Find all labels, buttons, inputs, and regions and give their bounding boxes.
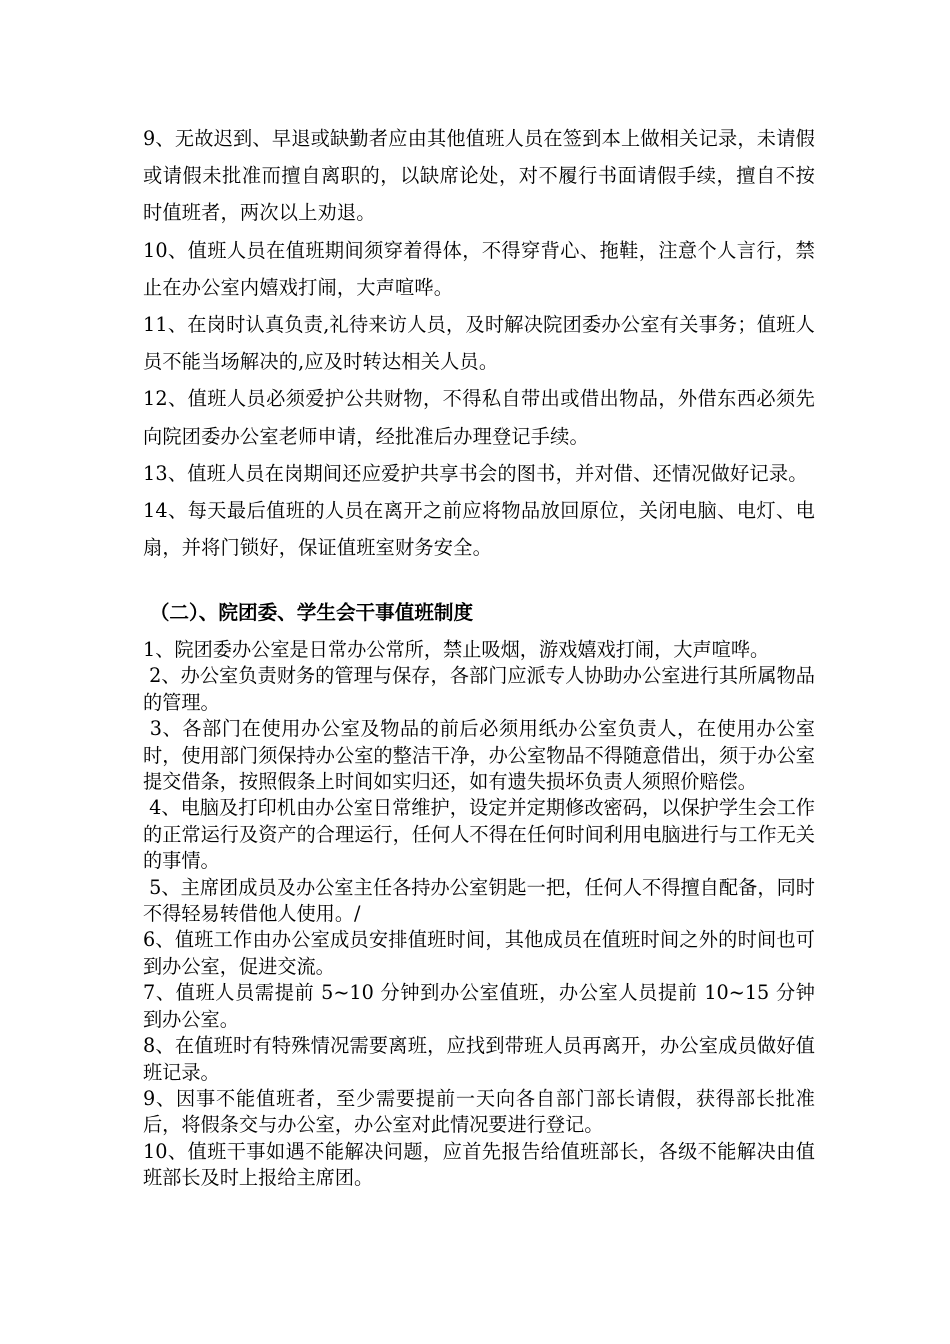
- rule-paragraph: 10、值班干事如遇不能解决问题，应首先报告给值班部长，各级不能解决由值班部长及时上报给主席团。: [143, 1139, 815, 1190]
- rule-paragraph: 6、值班工作由办公室成员安排值班时间，其他成员在值班时间之外的时间也可到办公室，促进交流。: [143, 928, 815, 978]
- section-heading: （二）、院团委、学生会干事值班制度: [143, 601, 474, 624]
- rule-paragraph: 5、主席团成员及办公室主任各持办公室钥匙一把，任何人不得擅自配备，同时不得轻易转借他人使用。/: [143, 875, 815, 926]
- rule-paragraph: 11、在岗时认真负责,礼待来访人员，及时解决院团委办公室有关事务；值班人员不能当场解决的,应及时转达相关人员。: [143, 313, 815, 374]
- rule-paragraph: 12、值班人员必须爱护公共财物，不得私自带出或借出物品，外借东西必须先向院团委办公室老师申请，经批准后办理登记手续。: [143, 387, 815, 448]
- rule-paragraph: 10、值班人员在值班期间须穿着得体，不得穿背心、拖鞋，注意个人言行，禁止在办公室内嬉戏打闹，大声喧哗。: [143, 238, 815, 299]
- rule-paragraph: 2、办公室负责财务的管理与保存，各部门应派专人协助办公室进行其所属物品的管理。: [143, 664, 815, 714]
- rule-paragraph: 4、电脑及打印机由办公室日常维护，设定并定期修改密码，以保护学生会工作的正常运行及资产的合理运行，任何人不得在任何时间利用电脑进行与工作无关的事情。: [143, 796, 815, 873]
- duty-rules-continued: [143, 120, 815, 566]
- rule-paragraph: 9、无故迟到、早退或缺勤者应由其他值班人员在签到本上做相关记录，未请假或请假未批准而擅自离职的，以缺席论处，对不履行书面请假手续，擅自不按时值班者，两次以上劝退。: [143, 127, 815, 225]
- rule-paragraph: 8、在值班时有特殊情况需要离班，应找到带班人员再离开，办公室成员做好值班记录。: [143, 1034, 815, 1084]
- rule-paragraph: 7、值班人员需提前 5~10 分钟到办公室值班，办公室人员提前 10~15 分钟到办公室。: [143, 981, 815, 1031]
- rule-paragraph: 3、各部门在使用办公室及物品的前后必须用纸办公室负责人，在使用办公室时，使用部门须保持办公室的整洁干净，办公室物品不得随意借出，须于办公室提交借条，按照假条上时间如实归还，如有遗失损坏负责人须照价赔偿。: [143, 717, 815, 794]
- staff-duty-rules: [143, 637, 815, 1192]
- rule-paragraph: 14、每天最后值班的人员在离开之前应将物品放回原位，关闭电脑、电灯、电扇，并将门锁好，保证值班室财务安全。: [143, 499, 815, 560]
- rule-paragraph: 13、值班人员在岗期间还应爱护共享书会的图书，并对借、还情况做好记录。: [143, 461, 808, 485]
- rule-paragraph: 9、因事不能值班者，至少需要提前一天向各自部门部长请假，获得部长批准后，将假条交与办公室，办公室对此情况要进行登记。: [143, 1086, 815, 1137]
- rule-paragraph: 1、院团委办公室是日常办公常所，禁止吸烟，游戏嬉戏打闹，大声喧哗。: [143, 638, 770, 661]
